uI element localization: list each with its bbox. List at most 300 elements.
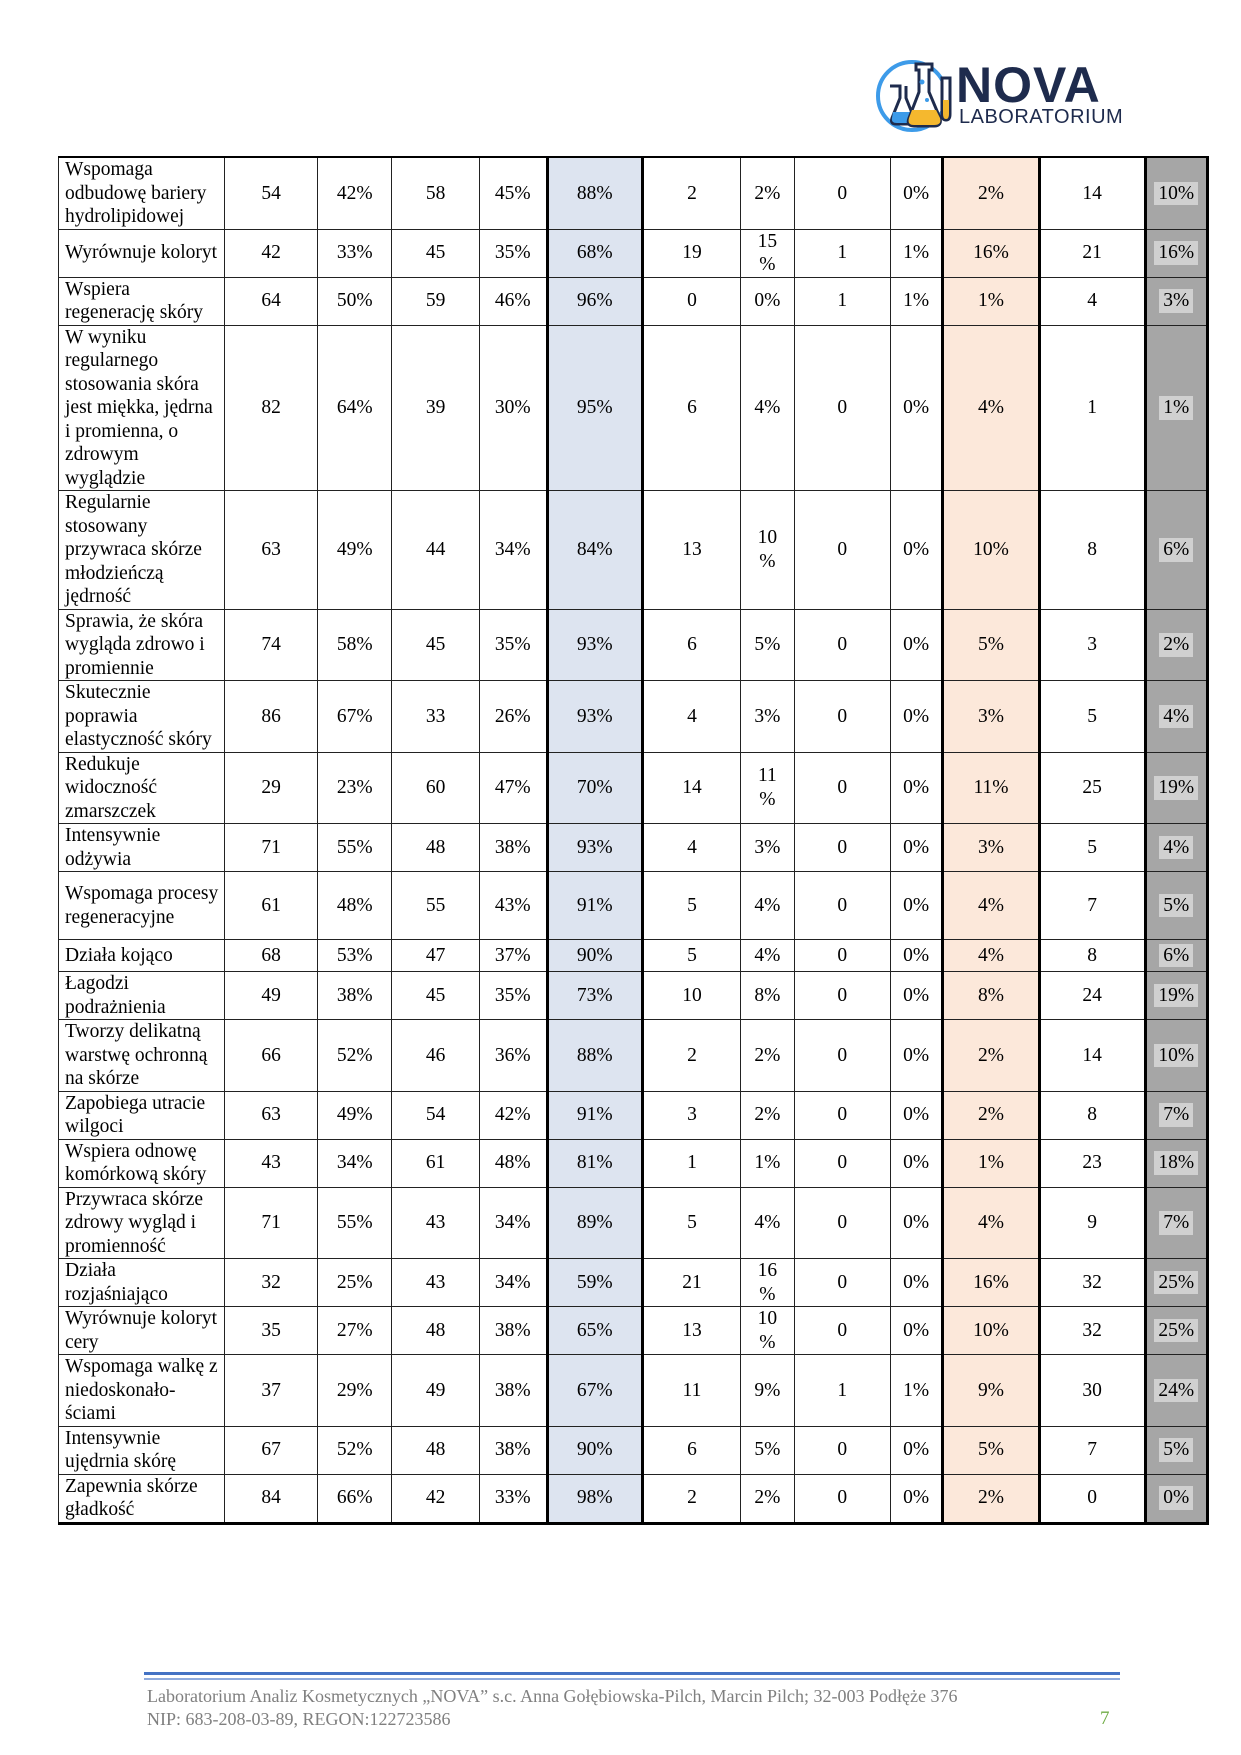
table-row bbox=[59, 1355, 1208, 1427]
cell-c4: 34% bbox=[479, 1259, 547, 1307]
row-label: Działa kojąco bbox=[59, 940, 225, 972]
cell-c11: 5 bbox=[1039, 681, 1145, 753]
cell-c12-value: 25% bbox=[1154, 1319, 1198, 1343]
cell-c10: 8% bbox=[943, 972, 1039, 1020]
table-row bbox=[59, 752, 1208, 824]
cell-c11: 9 bbox=[1039, 1187, 1145, 1259]
cell-c6: 13 bbox=[642, 1307, 740, 1355]
cell-c9: 0% bbox=[890, 609, 942, 681]
row-label: Łagodzi podrażnienia bbox=[59, 972, 225, 1020]
cell-c12 bbox=[1145, 1020, 1207, 1092]
cell-c4: 30% bbox=[479, 325, 547, 491]
cell-c12-value: 16% bbox=[1154, 241, 1198, 265]
cell-c12-value: 10% bbox=[1154, 182, 1198, 206]
cell-c2: 38% bbox=[318, 972, 392, 1020]
cell-c2: 55% bbox=[318, 824, 392, 872]
brand-name: NOVA bbox=[956, 57, 1101, 113]
cell-c2: 55% bbox=[318, 1187, 392, 1259]
cell-c7: 3% bbox=[741, 681, 795, 753]
row-label: Wspomaga odbudowę bariery hydrolipidowej bbox=[59, 157, 225, 229]
cell-c2: 33% bbox=[318, 229, 392, 277]
cell-c8: 0 bbox=[794, 325, 890, 491]
cell-c11: 32 bbox=[1039, 1307, 1145, 1355]
cell-c3: 45 bbox=[392, 972, 479, 1020]
cell-c5: 88% bbox=[547, 1020, 642, 1092]
cell-c12 bbox=[1145, 1355, 1207, 1427]
cell-c12 bbox=[1145, 1307, 1207, 1355]
cell-c3: 45 bbox=[392, 229, 479, 277]
cell-c1: 61 bbox=[225, 872, 318, 940]
table-row bbox=[59, 1020, 1208, 1092]
cell-c12-value: 7% bbox=[1159, 1103, 1193, 1127]
cell-c11: 14 bbox=[1039, 1020, 1145, 1092]
cell-c11: 7 bbox=[1039, 1426, 1145, 1474]
row-label: Zapewnia skórze gładkość bbox=[59, 1474, 225, 1523]
cell-c2: 67% bbox=[318, 681, 392, 753]
cell-c1: 86 bbox=[225, 681, 318, 753]
cell-c9: 0% bbox=[890, 1091, 942, 1139]
cell-c12-value: 5% bbox=[1159, 1438, 1193, 1462]
cell-c7: 5% bbox=[741, 609, 795, 681]
cell-c2: 34% bbox=[318, 1139, 392, 1187]
cell-c12 bbox=[1145, 609, 1207, 681]
cell-c12-value: 4% bbox=[1159, 705, 1193, 729]
cell-c12-value: 24% bbox=[1154, 1379, 1198, 1403]
brand-subtitle: LABORATORIUM bbox=[959, 106, 1124, 128]
cell-c5: 70% bbox=[547, 752, 642, 824]
cell-c11: 23 bbox=[1039, 1139, 1145, 1187]
cell-c4: 38% bbox=[479, 1355, 547, 1427]
table-row bbox=[59, 229, 1208, 277]
cell-c9: 0% bbox=[890, 1474, 942, 1523]
table-row bbox=[59, 277, 1208, 325]
cell-c3: 33 bbox=[392, 681, 479, 753]
cell-c8: 0 bbox=[794, 157, 890, 229]
cell-c8: 0 bbox=[794, 1139, 890, 1187]
cell-c8: 1 bbox=[794, 1355, 890, 1427]
cell-c4: 38% bbox=[479, 1426, 547, 1474]
cell-c7: 2% bbox=[741, 157, 795, 229]
cell-c6: 19 bbox=[642, 229, 740, 277]
cell-c6: 3 bbox=[642, 1091, 740, 1139]
cell-c10: 11% bbox=[943, 752, 1039, 824]
cell-c7: 9% bbox=[741, 1355, 795, 1427]
cell-c11: 21 bbox=[1039, 229, 1145, 277]
cell-c4: 48% bbox=[479, 1139, 547, 1187]
cell-c4: 36% bbox=[479, 1020, 547, 1092]
cell-c6: 2 bbox=[642, 1020, 740, 1092]
table-row bbox=[59, 609, 1208, 681]
cell-c6: 13 bbox=[642, 491, 740, 610]
cell-c8: 0 bbox=[794, 1474, 890, 1523]
cell-c12-value: 19% bbox=[1154, 984, 1198, 1008]
cell-c8: 0 bbox=[794, 1187, 890, 1259]
cell-c10: 9% bbox=[943, 1355, 1039, 1427]
footer-line-2: NIP: 683-208-03-89, REGON:122723586 bbox=[147, 1709, 451, 1729]
cell-c1: 32 bbox=[225, 1259, 318, 1307]
cell-c11: 3 bbox=[1039, 609, 1145, 681]
row-label: Sprawia, że skóra wygląda zdrowo i promiennie bbox=[59, 609, 225, 681]
cell-c3: 61 bbox=[392, 1139, 479, 1187]
cell-c5: 65% bbox=[547, 1307, 642, 1355]
cell-c4: 47% bbox=[479, 752, 547, 824]
cell-c7: 5% bbox=[741, 1426, 795, 1474]
cell-c5: 91% bbox=[547, 872, 642, 940]
cell-c4: 38% bbox=[479, 824, 547, 872]
row-label: Tworzy delikatną warstwę ochronną na skórze bbox=[59, 1020, 225, 1092]
cell-c1: 71 bbox=[225, 824, 318, 872]
table-row bbox=[59, 940, 1208, 972]
cell-c2: 49% bbox=[318, 491, 392, 610]
table-row bbox=[59, 972, 1208, 1020]
cell-c9: 0% bbox=[890, 325, 942, 491]
row-label: Redukuje widoczność zmarszczek bbox=[59, 752, 225, 824]
cell-c8: 0 bbox=[794, 681, 890, 753]
cell-c10: 16% bbox=[943, 229, 1039, 277]
row-label: Wspiera odnowę komórkową skóry bbox=[59, 1139, 225, 1187]
cell-c7: 2% bbox=[741, 1091, 795, 1139]
cell-c9: 0% bbox=[890, 872, 942, 940]
cell-c3: 54 bbox=[392, 1091, 479, 1139]
table-row bbox=[59, 491, 1208, 610]
cell-c2: 53% bbox=[318, 940, 392, 972]
cell-c10: 10% bbox=[943, 1307, 1039, 1355]
cell-c3: 46 bbox=[392, 1020, 479, 1092]
cell-c9: 0% bbox=[890, 1259, 942, 1307]
table-row bbox=[59, 1307, 1208, 1355]
row-label: W wyniku regularnego stosowania skóra jest miękka, jędrna i promienna, o zdrowym wyglądzie bbox=[59, 325, 225, 491]
table-row bbox=[59, 325, 1208, 491]
cell-c4: 34% bbox=[479, 491, 547, 610]
cell-c4: 35% bbox=[479, 972, 547, 1020]
cell-c8: 0 bbox=[794, 1426, 890, 1474]
cell-c1: 37 bbox=[225, 1355, 318, 1427]
cell-c3: 48 bbox=[392, 1426, 479, 1474]
cell-c5: 81% bbox=[547, 1139, 642, 1187]
cell-c9: 0% bbox=[890, 491, 942, 610]
cell-c4: 42% bbox=[479, 1091, 547, 1139]
cell-c7: 3% bbox=[741, 824, 795, 872]
cell-c6: 6 bbox=[642, 325, 740, 491]
cell-c1: 67 bbox=[225, 1426, 318, 1474]
cell-c12 bbox=[1145, 1426, 1207, 1474]
cell-c3: 55 bbox=[392, 872, 479, 940]
cell-c9: 1% bbox=[890, 277, 942, 325]
cell-c9: 0% bbox=[890, 1139, 942, 1187]
cell-c1: 49 bbox=[225, 972, 318, 1020]
cell-c1: 82 bbox=[225, 325, 318, 491]
cell-c3: 43 bbox=[392, 1259, 479, 1307]
table-row bbox=[59, 1139, 1208, 1187]
cell-c7: 4% bbox=[741, 872, 795, 940]
table-row bbox=[59, 681, 1208, 753]
cell-c3: 44 bbox=[392, 491, 479, 610]
cell-c2: 49% bbox=[318, 1091, 392, 1139]
cell-c6: 4 bbox=[642, 681, 740, 753]
footer-address bbox=[147, 1685, 958, 1731]
cell-c7: 15 % bbox=[741, 229, 795, 277]
cell-c10: 1% bbox=[943, 1139, 1039, 1187]
cell-c3: 47 bbox=[392, 940, 479, 972]
cell-c3: 58 bbox=[392, 157, 479, 229]
page-number: 7 bbox=[1100, 1708, 1110, 1729]
cell-c11: 1 bbox=[1039, 325, 1145, 491]
cell-c12 bbox=[1145, 157, 1207, 229]
cell-c11: 32 bbox=[1039, 1259, 1145, 1307]
nova-logo bbox=[876, 56, 1124, 138]
cell-c10: 10% bbox=[943, 491, 1039, 610]
cell-c7: 16 % bbox=[741, 1259, 795, 1307]
cell-c6: 0 bbox=[642, 277, 740, 325]
cell-c7: 4% bbox=[741, 325, 795, 491]
cell-c8: 0 bbox=[794, 972, 890, 1020]
cell-c10: 3% bbox=[943, 681, 1039, 753]
cell-c2: 66% bbox=[318, 1474, 392, 1523]
cell-c4: 33% bbox=[479, 1474, 547, 1523]
cell-c3: 60 bbox=[392, 752, 479, 824]
footer-divider bbox=[144, 1672, 1120, 1680]
cell-c9: 0% bbox=[890, 972, 942, 1020]
cell-c4: 46% bbox=[479, 277, 547, 325]
row-label: Skutecznie poprawia elastyczność skóry bbox=[59, 681, 225, 753]
cell-c10: 2% bbox=[943, 1091, 1039, 1139]
cell-c7: 4% bbox=[741, 1187, 795, 1259]
cell-c3: 49 bbox=[392, 1355, 479, 1427]
cell-c3: 39 bbox=[392, 325, 479, 491]
cell-c10: 2% bbox=[943, 1474, 1039, 1523]
cell-c1: 29 bbox=[225, 752, 318, 824]
cell-c3: 43 bbox=[392, 1187, 479, 1259]
cell-c12-value: 7% bbox=[1159, 1211, 1193, 1235]
cell-c2: 58% bbox=[318, 609, 392, 681]
cell-c4: 35% bbox=[479, 609, 547, 681]
cell-c11: 24 bbox=[1039, 972, 1145, 1020]
cell-c10: 4% bbox=[943, 872, 1039, 940]
cell-c1: 42 bbox=[225, 229, 318, 277]
table-row bbox=[59, 157, 1208, 229]
row-label: Zapobiega utracie wilgoci bbox=[59, 1091, 225, 1139]
cell-c8: 0 bbox=[794, 1020, 890, 1092]
table-row bbox=[59, 824, 1208, 872]
cell-c9: 0% bbox=[890, 681, 942, 753]
results-table bbox=[58, 156, 1209, 1525]
cell-c9: 0% bbox=[890, 157, 942, 229]
cell-c6: 14 bbox=[642, 752, 740, 824]
cell-c12-value: 6% bbox=[1159, 944, 1193, 968]
cell-c9: 0% bbox=[890, 1426, 942, 1474]
cell-c9: 0% bbox=[890, 1307, 942, 1355]
cell-c5: 73% bbox=[547, 972, 642, 1020]
cell-c5: 89% bbox=[547, 1187, 642, 1259]
cell-c10: 1% bbox=[943, 277, 1039, 325]
cell-c12 bbox=[1145, 940, 1207, 972]
cell-c4: 43% bbox=[479, 872, 547, 940]
cell-c8: 0 bbox=[794, 1091, 890, 1139]
cell-c11: 14 bbox=[1039, 157, 1145, 229]
cell-c5: 95% bbox=[547, 325, 642, 491]
cell-c6: 6 bbox=[642, 1426, 740, 1474]
cell-c12-value: 5% bbox=[1159, 894, 1193, 918]
cell-c12 bbox=[1145, 1091, 1207, 1139]
cell-c8: 1 bbox=[794, 229, 890, 277]
cell-c7: 1% bbox=[741, 1139, 795, 1187]
cell-c12-value: 25% bbox=[1154, 1271, 1198, 1295]
cell-c12 bbox=[1145, 681, 1207, 753]
cell-c6: 5 bbox=[642, 940, 740, 972]
cell-c10: 5% bbox=[943, 609, 1039, 681]
table-row bbox=[59, 1426, 1208, 1474]
cell-c12 bbox=[1145, 824, 1207, 872]
cell-c10: 2% bbox=[943, 157, 1039, 229]
cell-c12 bbox=[1145, 229, 1207, 277]
cell-c12 bbox=[1145, 1259, 1207, 1307]
cell-c9: 0% bbox=[890, 940, 942, 972]
row-label: Wspomaga walkę z niedoskonało-ściami bbox=[59, 1355, 225, 1427]
cell-c6: 21 bbox=[642, 1259, 740, 1307]
cell-c8: 0 bbox=[794, 752, 890, 824]
cell-c11: 30 bbox=[1039, 1355, 1145, 1427]
cell-c2: 42% bbox=[318, 157, 392, 229]
cell-c2: 50% bbox=[318, 277, 392, 325]
cell-c4: 35% bbox=[479, 229, 547, 277]
cell-c1: 84 bbox=[225, 1474, 318, 1523]
cell-c11: 25 bbox=[1039, 752, 1145, 824]
cell-c1: 68 bbox=[225, 940, 318, 972]
cell-c3: 48 bbox=[392, 1307, 479, 1355]
cell-c1: 35 bbox=[225, 1307, 318, 1355]
cell-c12 bbox=[1145, 325, 1207, 491]
cell-c5: 84% bbox=[547, 491, 642, 610]
cell-c11: 8 bbox=[1039, 940, 1145, 972]
cell-c11: 4 bbox=[1039, 277, 1145, 325]
cell-c4: 45% bbox=[479, 157, 547, 229]
cell-c12-value: 0% bbox=[1159, 1486, 1193, 1510]
cell-c5: 93% bbox=[547, 681, 642, 753]
cell-c12 bbox=[1145, 1139, 1207, 1187]
cell-c5: 90% bbox=[547, 1426, 642, 1474]
cell-c12 bbox=[1145, 1187, 1207, 1259]
cell-c6: 10 bbox=[642, 972, 740, 1020]
row-label: Intensywnie ujędrnia skórę bbox=[59, 1426, 225, 1474]
cell-c2: 52% bbox=[318, 1020, 392, 1092]
cell-c7: 4% bbox=[741, 940, 795, 972]
cell-c11: 5 bbox=[1039, 824, 1145, 872]
row-label: Wspiera regenerację skóry bbox=[59, 277, 225, 325]
cell-c7: 11 % bbox=[741, 752, 795, 824]
cell-c6: 5 bbox=[642, 1187, 740, 1259]
table-row bbox=[59, 1187, 1208, 1259]
cell-c6: 2 bbox=[642, 157, 740, 229]
cell-c6: 6 bbox=[642, 609, 740, 681]
cell-c12-value: 2% bbox=[1159, 633, 1193, 657]
cell-c2: 52% bbox=[318, 1426, 392, 1474]
cell-c4: 37% bbox=[479, 940, 547, 972]
cell-c1: 71 bbox=[225, 1187, 318, 1259]
cell-c12-value: 3% bbox=[1159, 289, 1193, 313]
cell-c2: 25% bbox=[318, 1259, 392, 1307]
cell-c1: 66 bbox=[225, 1020, 318, 1092]
cell-c12-value: 18% bbox=[1154, 1151, 1198, 1175]
cell-c8: 0 bbox=[794, 609, 890, 681]
cell-c6: 1 bbox=[642, 1139, 740, 1187]
cell-c10: 4% bbox=[943, 1187, 1039, 1259]
cell-c2: 29% bbox=[318, 1355, 392, 1427]
cell-c8: 0 bbox=[794, 824, 890, 872]
cell-c11: 8 bbox=[1039, 1091, 1145, 1139]
cell-c1: 64 bbox=[225, 277, 318, 325]
cell-c5: 90% bbox=[547, 940, 642, 972]
cell-c5: 93% bbox=[547, 824, 642, 872]
cell-c11: 7 bbox=[1039, 872, 1145, 940]
cell-c2: 48% bbox=[318, 872, 392, 940]
cell-c5: 91% bbox=[547, 1091, 642, 1139]
cell-c9: 1% bbox=[890, 229, 942, 277]
cell-c2: 64% bbox=[318, 325, 392, 491]
cell-c4: 26% bbox=[479, 681, 547, 753]
cell-c12-value: 10% bbox=[1154, 1044, 1198, 1068]
cell-c11: 8 bbox=[1039, 491, 1145, 610]
cell-c2: 23% bbox=[318, 752, 392, 824]
cell-c1: 63 bbox=[225, 491, 318, 610]
cell-c3: 59 bbox=[392, 277, 479, 325]
row-label: Intensywnie odżywia bbox=[59, 824, 225, 872]
row-label: Przywraca skórze zdrowy wygląd i promienność bbox=[59, 1187, 225, 1259]
cell-c9: 0% bbox=[890, 752, 942, 824]
cell-c6: 11 bbox=[642, 1355, 740, 1427]
cell-c1: 54 bbox=[225, 157, 318, 229]
cell-c7: 2% bbox=[741, 1020, 795, 1092]
cell-c10: 5% bbox=[943, 1426, 1039, 1474]
row-label: Wspomaga procesy regeneracyjne bbox=[59, 872, 225, 940]
cell-c7: 2% bbox=[741, 1474, 795, 1523]
row-label: Wyrównuje koloryt bbox=[59, 229, 225, 277]
cell-c8: 0 bbox=[794, 1307, 890, 1355]
cell-c8: 0 bbox=[794, 940, 890, 972]
footer-line-1: Laboratorium Analiz Kosmetycznych „NOVA” s.c. Anna Gołębiowska-Pilch, Marcin Pilch; 32-003 Podłęże 376 bbox=[147, 1686, 958, 1706]
cell-c12-value: 1% bbox=[1159, 396, 1193, 420]
row-label: Wyrównuje koloryt cery bbox=[59, 1307, 225, 1355]
cell-c1: 43 bbox=[225, 1139, 318, 1187]
cell-c12 bbox=[1145, 1474, 1207, 1523]
table-row bbox=[59, 872, 1208, 940]
cell-c9: 0% bbox=[890, 824, 942, 872]
cell-c12 bbox=[1145, 872, 1207, 940]
table-row bbox=[59, 1474, 1208, 1523]
cell-c5: 68% bbox=[547, 229, 642, 277]
cell-c6: 5 bbox=[642, 872, 740, 940]
cell-c1: 63 bbox=[225, 1091, 318, 1139]
cell-c5: 88% bbox=[547, 157, 642, 229]
cell-c2: 27% bbox=[318, 1307, 392, 1355]
cell-c12 bbox=[1145, 491, 1207, 610]
cell-c11: 0 bbox=[1039, 1474, 1145, 1523]
cell-c7: 10 % bbox=[741, 491, 795, 610]
cell-c6: 2 bbox=[642, 1474, 740, 1523]
cell-c3: 48 bbox=[392, 824, 479, 872]
cell-c4: 34% bbox=[479, 1187, 547, 1259]
cell-c12 bbox=[1145, 972, 1207, 1020]
cell-c5: 93% bbox=[547, 609, 642, 681]
cell-c9: 0% bbox=[890, 1187, 942, 1259]
cell-c12 bbox=[1145, 752, 1207, 824]
cell-c3: 42 bbox=[392, 1474, 479, 1523]
cell-c12-value: 6% bbox=[1159, 538, 1193, 562]
cell-c4: 38% bbox=[479, 1307, 547, 1355]
cell-c10: 4% bbox=[943, 325, 1039, 491]
cell-c9: 0% bbox=[890, 1020, 942, 1092]
cell-c3: 45 bbox=[392, 609, 479, 681]
cell-c8: 0 bbox=[794, 872, 890, 940]
